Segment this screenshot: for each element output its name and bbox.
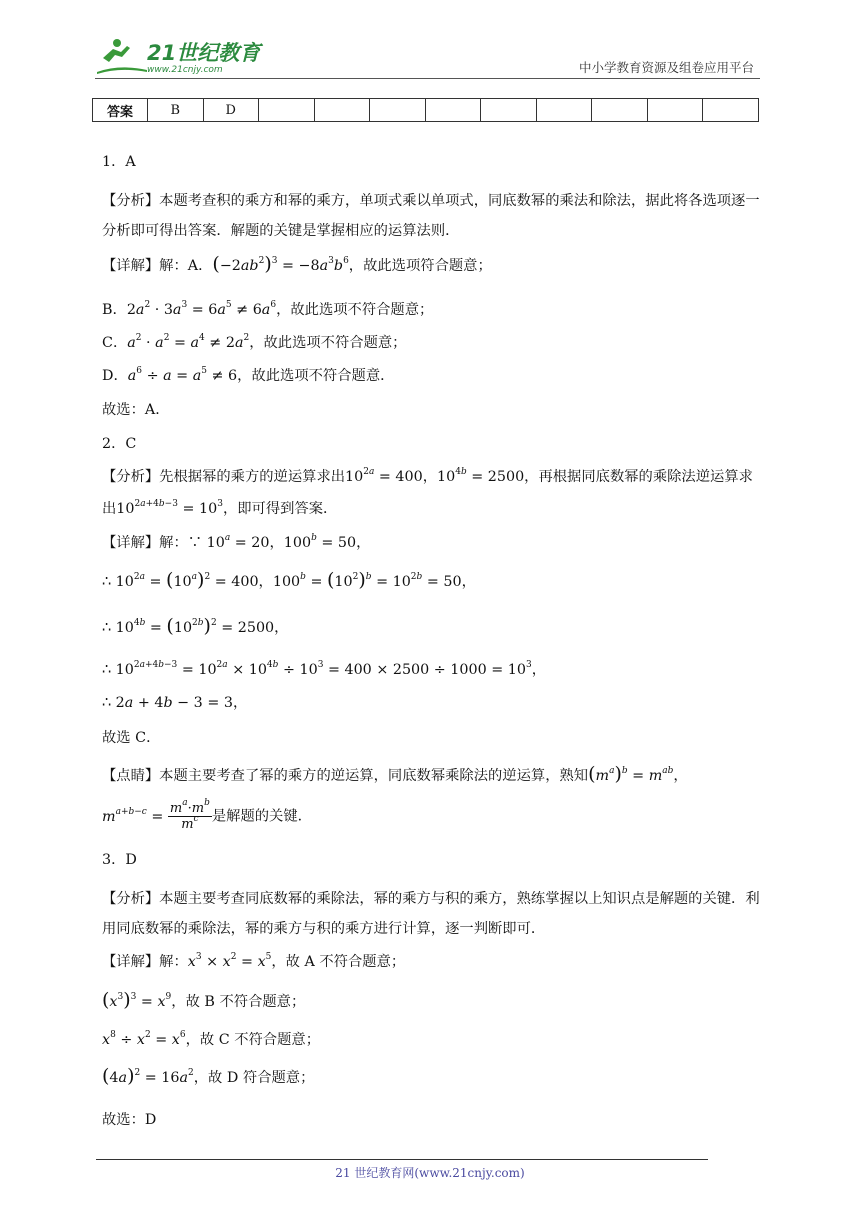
- answer-cell-8: [536, 99, 592, 122]
- q3-detail-a: 【详解】解：$x^3 \times x^2 = x^5$，故 A 不符合题意；: [102, 952, 406, 970]
- answer-label: 答案: [93, 99, 148, 122]
- q3-conclusion: 故选：D: [102, 1112, 157, 1128]
- logo-text: 21世纪教育: [147, 41, 261, 65]
- q3-detail-c: $x^8 \div x^2 = x^6$，故 C 不符合题意；: [102, 1030, 320, 1048]
- footer-text: 21 世纪教育网(www.21cnjy.com): [335, 1166, 525, 1180]
- answer-table: [92, 98, 759, 122]
- answer-cell-4: [314, 99, 370, 122]
- q2-comment-line2: $m^{a+b-c}$ = $\frac{m^a\cdot m^b}{m^c}$ 是解题的关键．: [102, 798, 312, 832]
- q3-analysis: 【分析】本题主要考查同底数幂的乘除法，幂的乘方与积的乘方，熟练掌握以上知识点是解题的关键．利用同底数幂的乘除法，幂的乘方与积的乘方进行计算，逐一判断即可．: [102, 891, 760, 937]
- page-header: [95, 32, 760, 79]
- q1-analysis: 【分析】本题考查积的乘方和幂的乘方，单项式乘以单项式，同底数幂的乘法和除法，据此将各选项逐一分析即可得出答案．解题的关键是掌握相应的运算法则．: [102, 193, 760, 239]
- q2-analysis-line2: 出$10^{2a+4b-3} = 10^3$，即可得到答案．: [102, 499, 338, 517]
- answer-cell-11: [703, 99, 759, 122]
- answer-cell-10: [647, 99, 703, 122]
- logo-url: www.21cnjy.com: [147, 65, 223, 75]
- q2-comment-line1: 【点睛】本题主要考查了幂的乘方的逆运算，同底数幂乘除法的逆运算，熟知$(m^a)^b = m^{ab}$，: [102, 763, 688, 785]
- site-name: 中小学教育资源及组卷应用平台: [578, 60, 754, 75]
- q3-detail-b: $(x^3)^3 = x^9$，故 B 不符合题意；: [102, 989, 306, 1011]
- footer-divider: [96, 1159, 708, 1160]
- q2-step4: ∴ 2a + 4b − 3 = 3，: [102, 695, 248, 711]
- answer-cell-6: [425, 99, 481, 122]
- q2-conclusion: 故选 C．: [102, 730, 161, 746]
- answer-row: [93, 99, 759, 122]
- q1-detail-d: D．$a^6 \div a = a^5 \ne 6$，故此选项不符合题意．: [102, 366, 395, 384]
- answer-cell-5: [370, 99, 426, 122]
- answer-cell-3: [259, 99, 315, 122]
- q2-step3: ∴ $10^{2a+4b-3} = 10^{2a} \times 10^{4b} \div 10^3 = 400 \times 2500 \div 1000 = 10^3$，: [102, 660, 546, 678]
- answer-cell-1: B: [148, 99, 204, 122]
- q1-detail-b: B．$2a^2 \cdot 3a^3 = 6a^5 \ne 6a^6$，故此选项不符合题意；: [102, 300, 434, 318]
- q2-detail-given: 【详解】解：∵ $10^a = 20$，$100^b = 50$，: [102, 533, 371, 551]
- answer-cell-2: D: [203, 99, 259, 122]
- q1-detail-a: 【详解】解：A．$(-2ab^2)^3 = -8a^3b^6$，故此选项符合题意；: [102, 253, 492, 275]
- q1-detail-c: C．$a^2 \cdot a^2 = a^4 \ne 2a^2$，故此选项不符合题意；: [102, 333, 407, 351]
- q3-detail-d: $(4a)^2 = 16a^2$，故 D 符合题意；: [102, 1065, 315, 1087]
- site-logo: [95, 36, 275, 76]
- q2-title: 2．C: [102, 436, 137, 452]
- q2-step1: ∴ $10^{2a} = (10^a)^2 = 400$，$100^b = (10^2)^b = 10^{2b} = 50$，: [102, 569, 476, 591]
- q3-title: 3．D: [102, 852, 137, 868]
- q2-step2: ∴ $10^{4b} = (10^{2b})^2 = 2500$，: [102, 615, 289, 637]
- q2-analysis-line1: 【分析】先根据幂的乘方的逆运算求出$10^{2a} = 400$，$10^{4b} = 2500$，再根据同底数幂的乘除法逆运算求: [102, 467, 753, 485]
- answer-cell-7: [481, 99, 537, 122]
- q1-conclusion: 故选：A．: [102, 402, 170, 418]
- answer-cell-9: [592, 99, 648, 122]
- q1-title: 1．A: [102, 154, 136, 170]
